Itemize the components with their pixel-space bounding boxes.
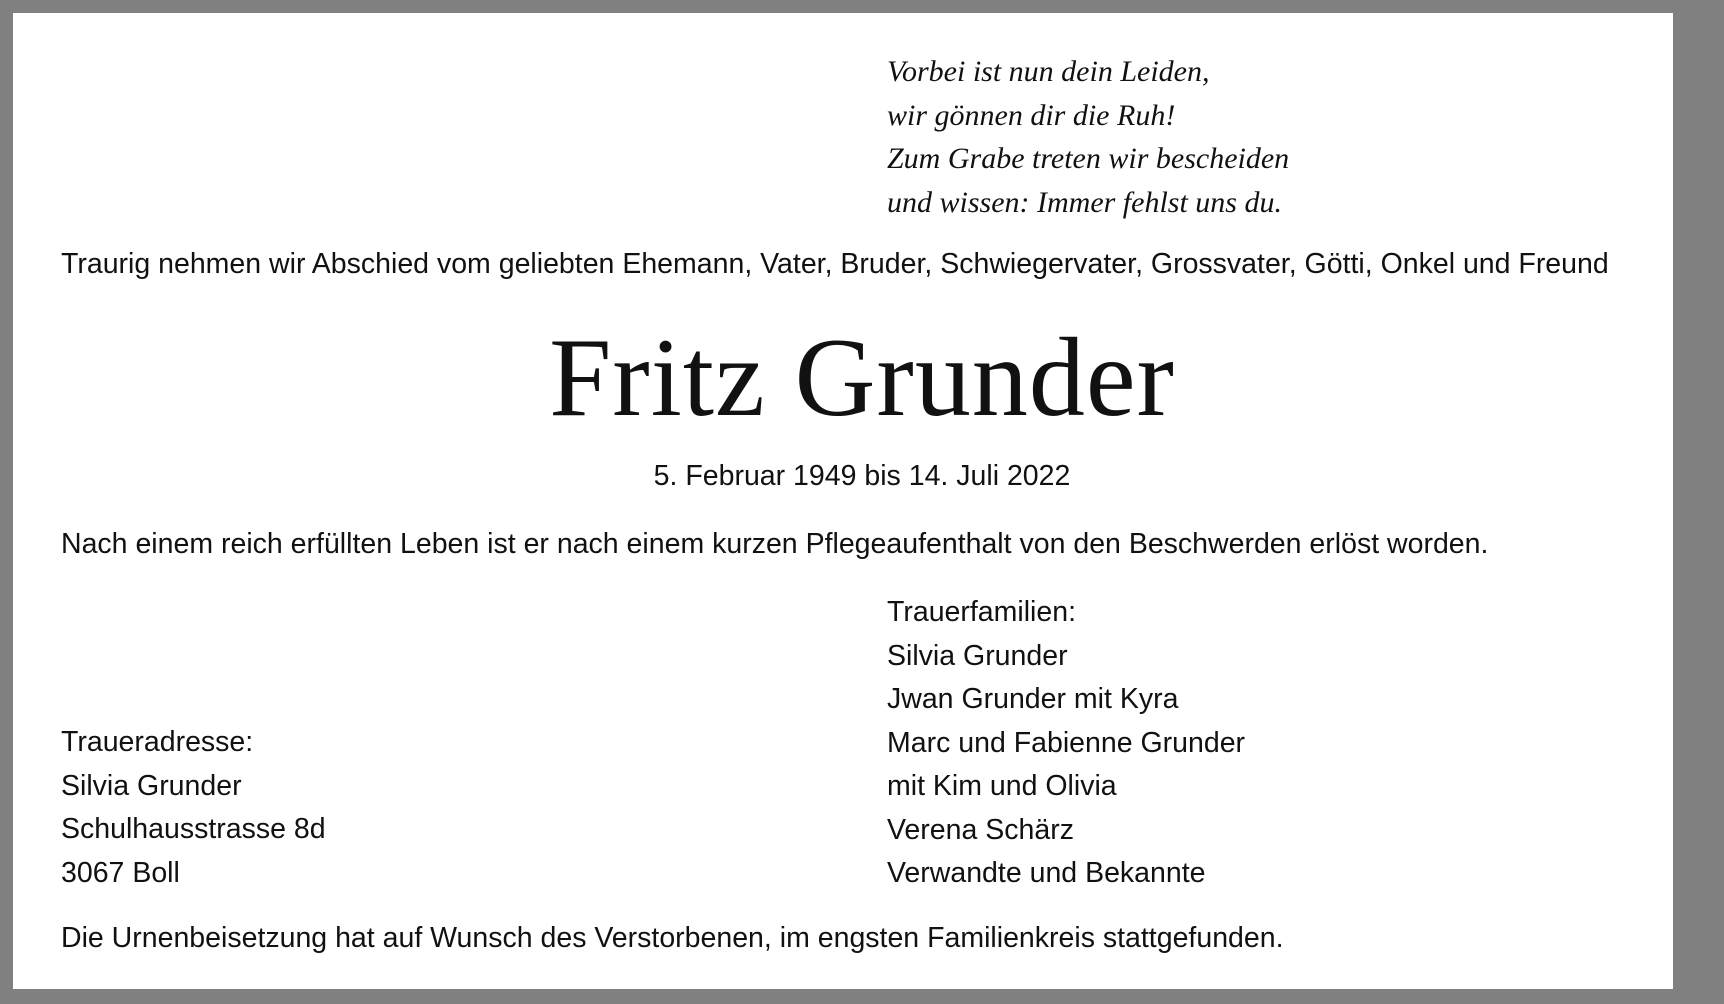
poem-line: Zum Grabe treten wir bescheiden [887, 142, 1290, 175]
deceased-name: Fritz Grunder [549, 316, 1175, 440]
poem-line: wir gönnen dir die Ruh! [887, 98, 1176, 132]
vertical-scrollbar[interactable] [1688, 10, 1710, 994]
memorial-poem [887, 50, 1289, 224]
life-dates: 5. Februar 1949 bis 14. Juli 2022 [653, 460, 1071, 492]
statement-text: Nach einem reich erfüllten Leben ist er nach einem kurzen Pflegeaufenthalt von den Beschwerden erlöst worden. [61, 528, 1489, 560]
mourning-address [61, 721, 326, 895]
family-line: Verwandte und Bekannte [887, 857, 1206, 889]
poem-line: Vorbei ist nun dein Leiden, [887, 55, 1210, 88]
intro-text: Traurig nehmen wir Abschied vom geliebten Ehemann, Vater, Bruder, Schwiegervater, Grossvater, Götti, Onkel und Freund [61, 248, 1609, 280]
address-line: 3067 Boll [61, 856, 180, 889]
address-line: Schulhausstrasse 8d [61, 813, 326, 845]
family-line: Silvia Grunder [887, 639, 1068, 672]
family-line: mit Kim und Olivia [887, 770, 1117, 802]
family-line: Verena Schärz [887, 813, 1074, 846]
family-line: Jwan Grunder mit Kyra [887, 683, 1179, 715]
families-heading: Trauerfamilien: [887, 596, 1077, 628]
address-heading: Traueradresse: [61, 726, 254, 758]
address-line: Silvia Grunder [61, 769, 242, 802]
family-line: Marc und Fabienne Grunder [887, 726, 1246, 759]
poem-line: und wissen: Immer fehlst uns du. [887, 185, 1282, 219]
closing-text: Die Urnenbeisetzung hat auf Wunsch des Verstorbenen, im engsten Familienkreis stattgefunden. [61, 922, 1284, 954]
mourning-families [887, 591, 1245, 896]
